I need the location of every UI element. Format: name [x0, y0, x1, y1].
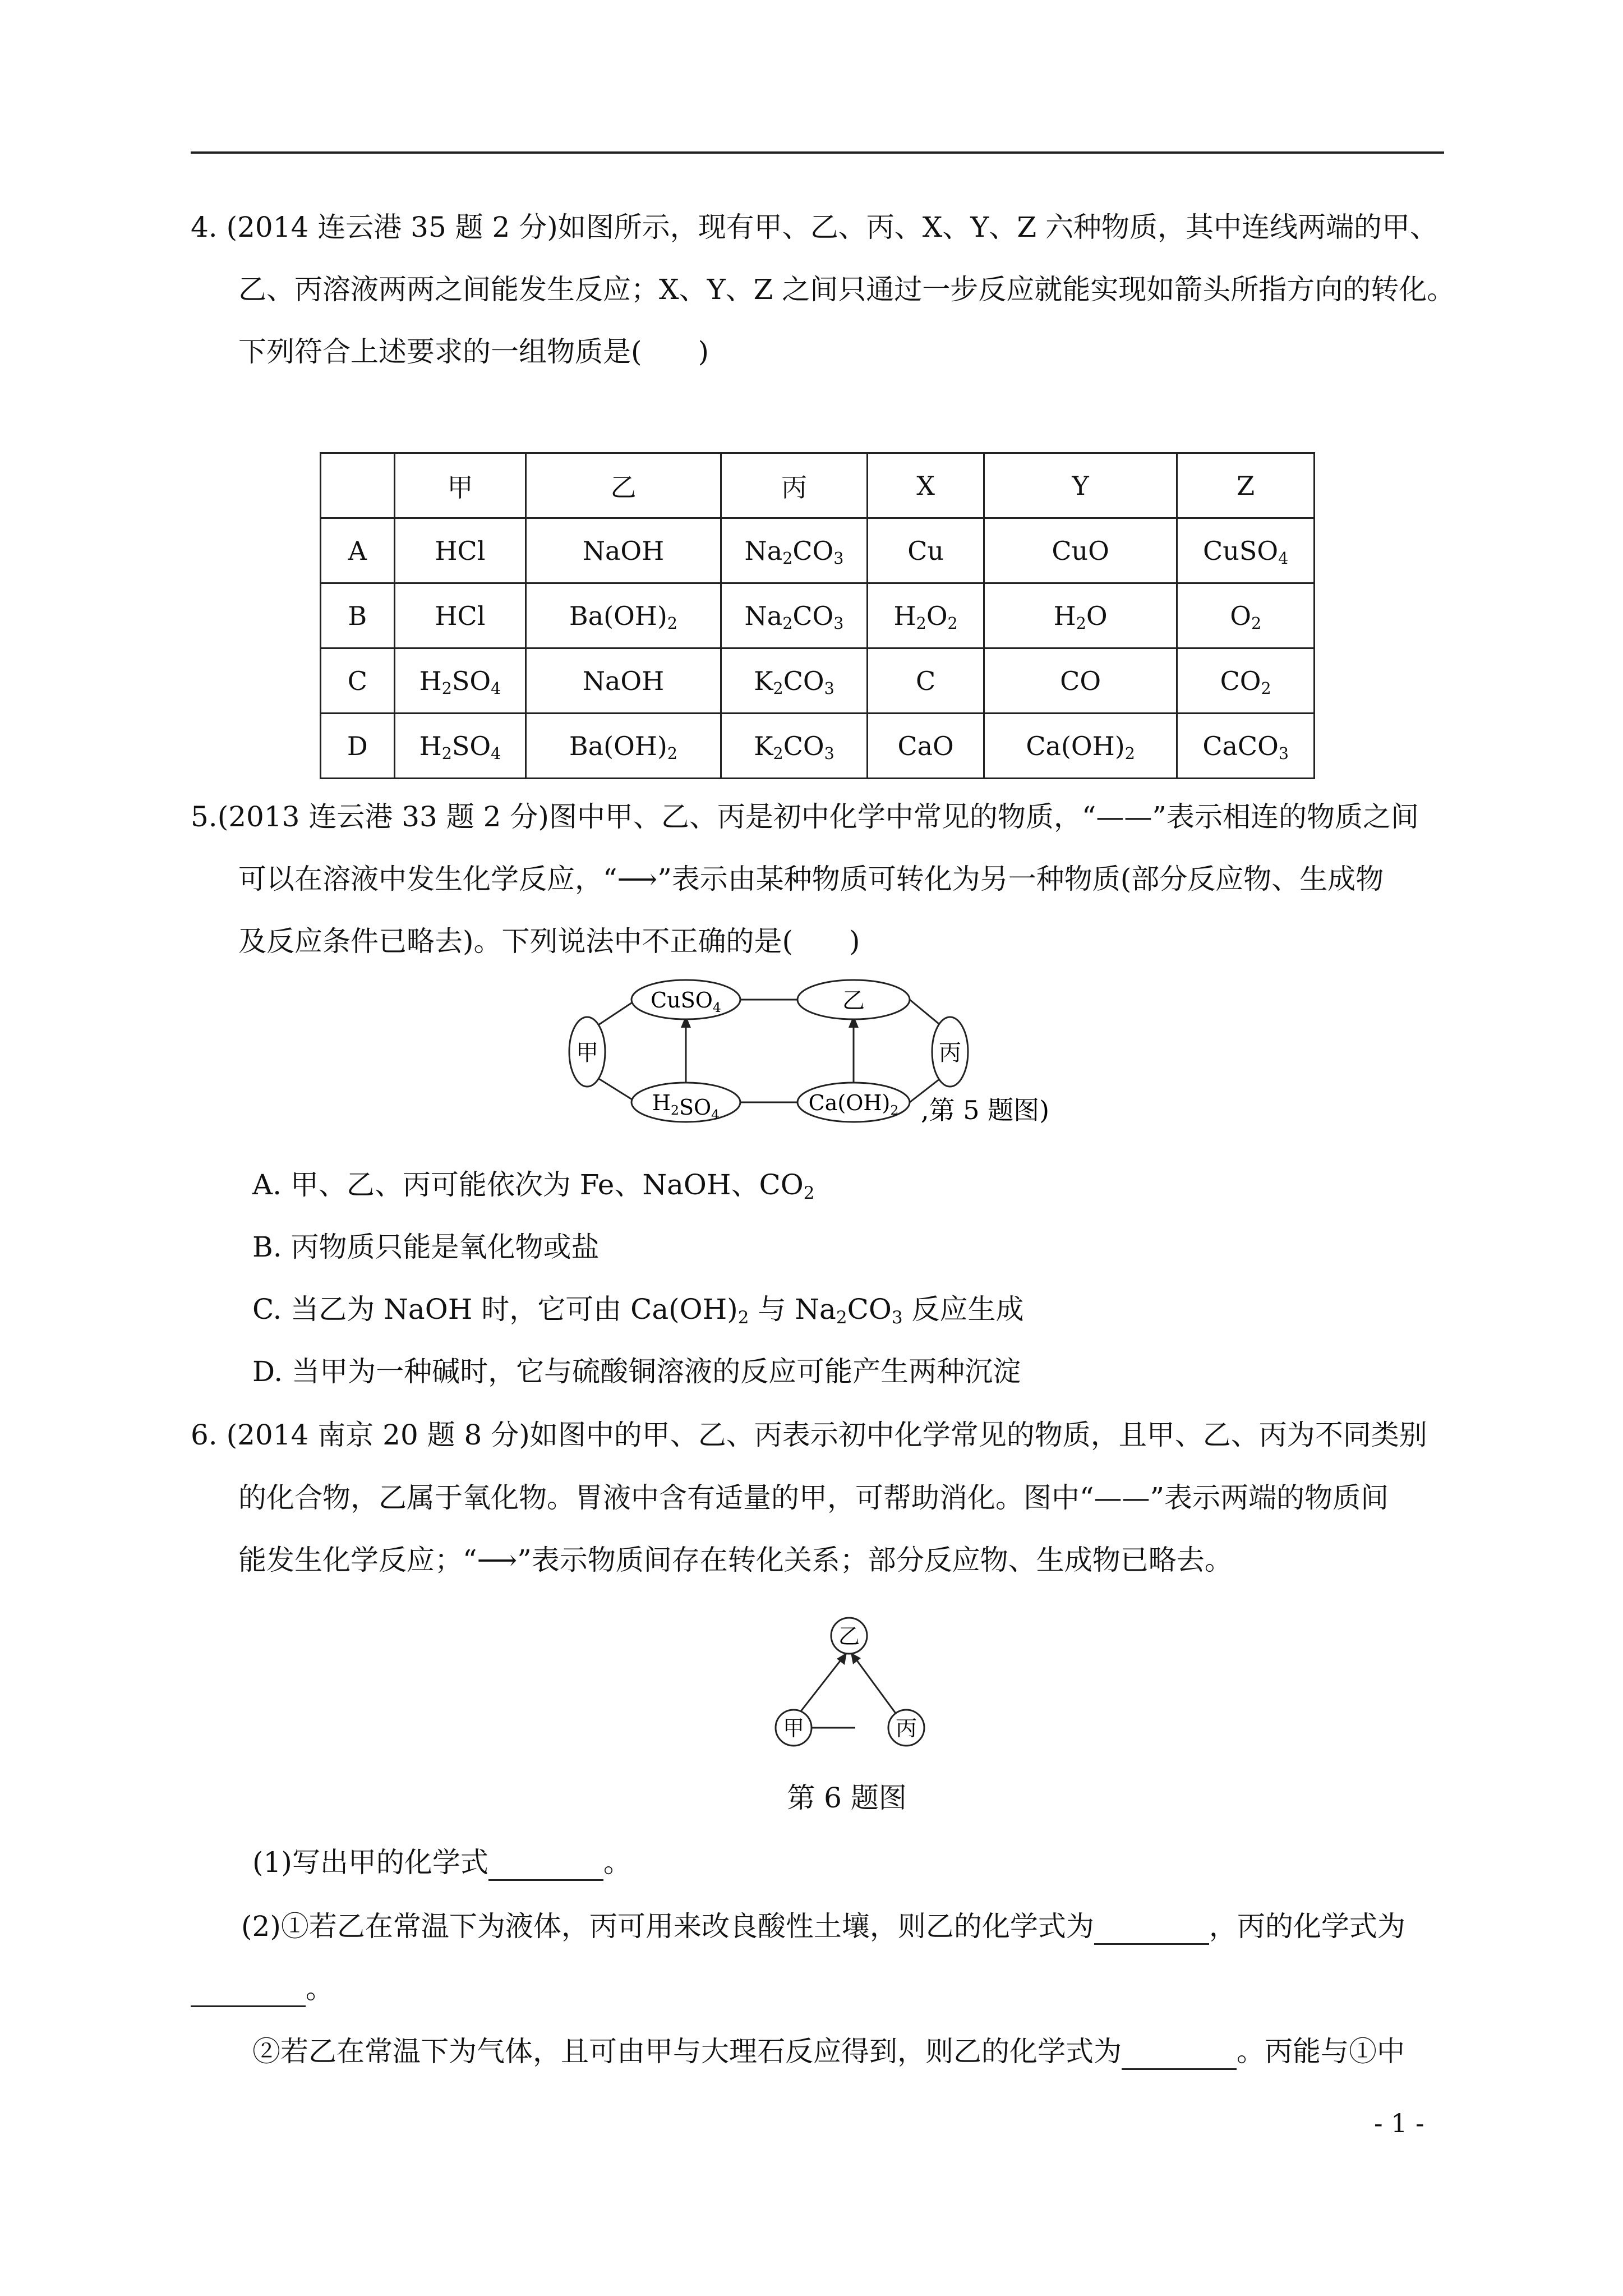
table-cell: CuSO$_4$: [1177, 518, 1315, 583]
table-cell: $H_2SO_4$: [394, 714, 526, 779]
header-rule: [191, 151, 1444, 154]
q4-line-3: 下列符合上述要求的一组物质是( ): [238, 335, 709, 368]
table-cell: CO: [984, 648, 1177, 714]
q6-figure-caption: 第 6 题图: [787, 1782, 907, 1814]
table-cell: $H_2O_2$: [868, 583, 984, 648]
table-cell: $Ba(OH)_2$: [526, 583, 721, 648]
q6-sub1-text: (1)写出甲的化学式: [252, 1846, 488, 1879]
table-cell: CuO: [984, 518, 1177, 583]
substance-table: [320, 452, 1315, 779]
q6-sub2-text: (2)①若乙在常温下为液体，丙可用来改良酸性土壤，则乙的化学式为: [241, 1910, 1094, 1943]
q6-sub3-end: 。丙能与①中: [1237, 2035, 1405, 2068]
table-cell: CaO: [868, 714, 984, 779]
table-row: [321, 583, 1315, 648]
q6-node-jia: 甲: [782, 1716, 805, 1741]
q6-sub-3: [252, 2035, 1405, 2070]
q6-sub-1: [252, 1846, 631, 1881]
table-cell: $H_2O$: [984, 583, 1177, 648]
q6-figure: [763, 1604, 931, 1756]
table-cell: $K_2CO_3$: [721, 648, 868, 714]
table-header-cell: X: [868, 453, 984, 518]
table-cell: $K_2CO_3$: [721, 714, 868, 779]
table-cell: $CO_2$: [1177, 648, 1315, 714]
table-cell: NaOH: [526, 648, 721, 714]
table-cell: $O_2$: [1177, 583, 1315, 648]
q5-figure-caption: ,第 5 题图): [921, 1095, 1050, 1125]
table-header-cell: Z: [1177, 453, 1315, 518]
table-cell: C: [868, 648, 984, 714]
page-number: - 1 -: [1374, 2108, 1424, 2138]
table-cell: $Ba(OH)_2$: [526, 714, 721, 779]
table-header-row: [321, 453, 1315, 518]
table-cell: Cu: [868, 518, 984, 583]
q6-sub1-end: 。: [603, 1846, 631, 1879]
node-caoh2: $Ca(OH)_2$: [808, 1091, 899, 1118]
q5-option-d: D. 当甲为一种碱时，它与硫酸铜溶液的反应可能产生两种沉淀: [252, 1355, 1021, 1388]
table-cell: NaOH: [526, 518, 721, 583]
q5-option-a: A. 甲、乙、丙可能依次为 Fe、NaOH、$CO_2$: [252, 1168, 815, 1203]
answer-blank-1[interactable]: [488, 1846, 603, 1881]
q6-line-3: 能发生化学反应；“⟶”表示物质间存在转化关系；部分反应物、生成物已略去。: [238, 1544, 1233, 1576]
table-cell: $Na_2CO_3$: [721, 518, 868, 583]
q6-sub3-text: ②若乙在常温下为气体，且可由甲与大理石反应得到，则乙的化学式为: [252, 2035, 1122, 2068]
table-cell: HCl: [394, 583, 526, 648]
table-header-cell: [321, 453, 395, 518]
answer-blank-3[interactable]: [191, 1972, 306, 2007]
q6-sub2-mid: ，丙的化学式为: [1209, 1910, 1405, 1943]
q6-sub-2: [241, 1910, 1405, 1945]
table-cell: D: [321, 714, 395, 779]
q4-line-2: 乙、丙溶液两两之间能发生反应；X、Y、Z 之间只通过一步反应就能实现如箭头所指方向的转化。: [238, 273, 1455, 306]
table-cell: $Na_2CO_3$: [721, 583, 868, 648]
table-header-cell: Y: [984, 453, 1177, 518]
table-cell: C: [321, 648, 395, 714]
table-cell: A: [321, 518, 395, 583]
q5-figure: [566, 976, 1082, 1161]
q4-line-1: 4. (2014 连云港 35 题 2 分)如图所示，现有甲、乙、丙、X、Y、Z 六种物质，其中连线两端的甲、: [191, 211, 1438, 243]
table-header-cell: 丙: [721, 453, 868, 518]
table-cell: $H_2SO_4$: [394, 648, 526, 714]
node-cuso4: CuSO$_4$: [651, 988, 721, 1015]
q6-sub2-end: 。: [306, 1972, 334, 2005]
table-row: [321, 714, 1315, 779]
answer-blank-4[interactable]: [1122, 2035, 1237, 2070]
node-bing: 丙: [939, 1040, 961, 1066]
q6-sub-2-cont: [191, 1972, 334, 2007]
answer-blank-2[interactable]: [1094, 1910, 1209, 1945]
q5-line-3: 及反应条件已略去)。下列说法中不正确的是( ): [238, 925, 860, 958]
table-cell: $Ca(OH)_2$: [984, 714, 1177, 779]
node-jia: 甲: [576, 1040, 598, 1066]
q6-line-1: 6. (2014 南京 20 题 8 分)如图中的甲、乙、丙表示初中化学常见的物质，且甲、乙、丙为不同类别: [191, 1419, 1427, 1451]
table-header-cell: 乙: [526, 453, 721, 518]
node-yi: 乙: [842, 988, 865, 1014]
q6-node-bing: 丙: [895, 1716, 917, 1741]
table-row: [321, 648, 1315, 714]
table-cell: HCl: [394, 518, 526, 583]
q5-option-b: B. 丙物质只能是氧化物或盐: [252, 1231, 600, 1263]
table-header-cell: 甲: [394, 453, 526, 518]
node-h2so4: $H_2SO_4$: [652, 1091, 720, 1122]
table-cell: CaCO$_3$: [1177, 714, 1315, 779]
q5-line-1: 5.(2013 连云港 33 题 2 分)图中甲、乙、丙是初中化学中常见的物质，“——”表示相连的物质之间: [191, 800, 1419, 833]
table-row: [321, 518, 1315, 583]
q6-line-2: 的化合物，乙属于氧化物。胃液中含有适量的甲，可帮助消化。图中“——”表示两端的物质间: [238, 1481, 1389, 1514]
q5-line-2: 可以在溶液中发生化学反应，“⟶”表示由某种物质可转化为另一种物质(部分反应物、生成物: [238, 863, 1384, 895]
q6-node-yi: 乙: [838, 1624, 860, 1649]
table-cell: B: [321, 583, 395, 648]
q5-option-c: C. 当乙为 NaOH 时，它可由 $Ca(OH)_2$ 与 $Na_2CO_3$ 反应生成: [252, 1293, 1024, 1328]
